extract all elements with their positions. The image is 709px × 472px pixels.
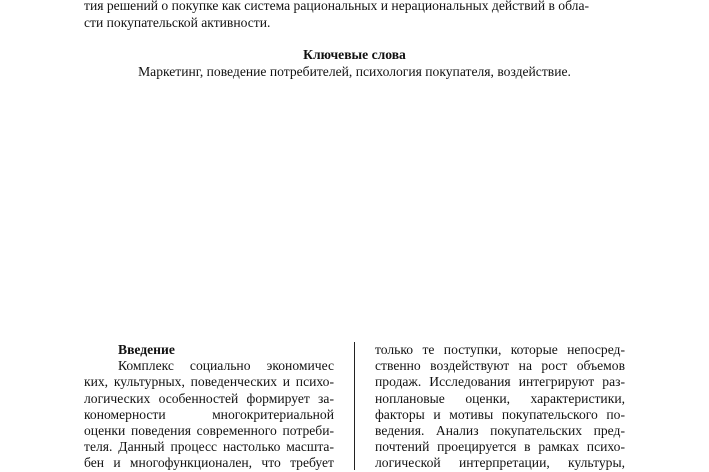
paragraph-line: только те поступки, которые непосред- (375, 342, 625, 357)
paragraph-line: логических особенностей формирует за- (84, 390, 334, 406)
abstract-line: тия решений о покупке как система рациональных и нерациональных действий в обла- (84, 0, 590, 13)
keywords-text: Маркетинг, поведение потребителей, психология покупателя, воздействие. (138, 64, 571, 79)
paragraph-line: теля. Данный процесс настолько масшта- (84, 439, 334, 455)
paragraph-line: логической интерпретации, культуры, (375, 455, 625, 471)
abstract-tail (84, 0, 644, 31)
paragraph-line: кономерности многокритериальной (84, 406, 334, 422)
left-column (84, 342, 334, 472)
column-divider (354, 342, 355, 470)
paragraph-line: ноплановые оценки, характеристики, (375, 390, 625, 406)
abstract-line: сти покупательской активности. (84, 15, 271, 30)
paragraph-line: бен и многофункционален, что требует (84, 455, 334, 471)
paragraph-line: Комплекс социально экономичес (118, 358, 334, 374)
paragraph-line: ких, культурных, поведенческих и психо- (84, 374, 334, 390)
introduction-heading: Введение (118, 342, 175, 357)
paragraph-line: почтений проецируется в рамках психо- (375, 439, 625, 455)
right-column (375, 342, 625, 472)
paragraph-line: ведения. Анализ покупательских пред- (375, 422, 625, 438)
paragraph-line: факторы и мотивы покупательского по- (375, 406, 625, 422)
keywords-heading: Ключевые слова (303, 47, 406, 62)
paragraph-line: продаж. Исследования интегрируют раз- (375, 374, 625, 390)
paragraph-line: оценки поведения современного потреби- (84, 422, 334, 438)
paragraph-line: ственно воздействуют на рост объемов (375, 358, 625, 374)
